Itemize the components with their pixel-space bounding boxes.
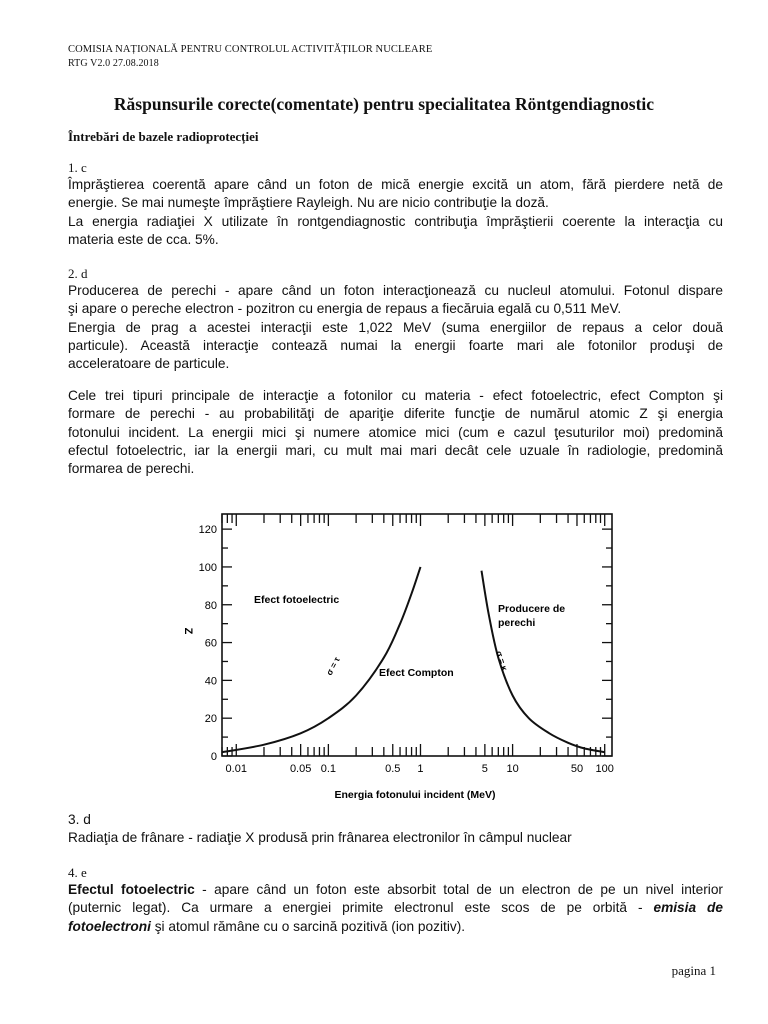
- q1-answer: [68, 176, 723, 249]
- q2-p1-line: particule). Această interacţie contează numai la energii foarte mari ale fotonilor produşi de: [68, 337, 723, 353]
- q2-p1-line: şi apare o pereche electron - pozitron cu energia de repaus a fiecăruia egală cu 0,511 MeV.: [68, 301, 622, 317]
- x-tick-label: 0.01: [225, 763, 247, 775]
- q4-lead-term: Efectul fotoelectric: [68, 882, 195, 897]
- q2-paragraph-1: [68, 282, 723, 373]
- q2-number: 2. d: [68, 266, 88, 281]
- plot-frame: [222, 514, 612, 756]
- q2-p1-line: Energia de prag a acestei interacţii este 1,022 MeV (suma energiilor de repaus a celor două: [68, 319, 723, 335]
- q3-answer: [68, 829, 723, 847]
- y-tick-label: 40: [204, 675, 217, 688]
- q1-line: La energia radiaţiei X utilizate în rontgendiagnostic contribuţia împrăştierii coerente la interacţia cu: [68, 213, 723, 229]
- section-heading: Întrebări de bazele radioprotecției: [68, 129, 259, 144]
- annotation-sigma-tau: σ = τ: [323, 655, 342, 677]
- q4-number: 4. e: [68, 865, 87, 880]
- annotation-photoelectric: Efect fotoelectric: [254, 594, 340, 606]
- q3-number: 3. d: [68, 812, 91, 827]
- y-tick-labels: [199, 524, 217, 763]
- x-axis-label: Energia fotonului incident (MeV): [334, 789, 496, 801]
- x-tick-label: 0.05: [289, 763, 312, 775]
- interaction-chart: [182, 506, 622, 806]
- x-tick-label: 0.5: [385, 763, 401, 775]
- q4-line: [68, 899, 723, 917]
- q4-line: [68, 881, 723, 899]
- y-tick-label: 120: [198, 524, 217, 537]
- y-tick-label: 80: [204, 599, 217, 612]
- q4-line: [68, 918, 723, 936]
- q4-line3-text: şi atomul rămâne cu o sarcină pozitivă (ion pozitiv).: [150, 918, 466, 934]
- x-tick-label: 0.1: [320, 763, 337, 775]
- q1-line: energie. Se mai numeşte împrăştiere Rayleigh. Nu are nicio contribuţie la doză.: [68, 195, 549, 211]
- chart-svg: [182, 506, 622, 806]
- x-tick-label: 100: [595, 763, 614, 775]
- q2-p2-line: formare de perechi - au probabilităţi de apariţie diferite funcţie de numărul atomic Z şi energia: [68, 406, 723, 422]
- q4-answer: [68, 881, 723, 936]
- header-org: COMISIA NAȚIONALĂ PENTRU CONTROLUL ACTIVITĂȚILOR NUCLEARE: [68, 44, 433, 55]
- document-title: Răspunsurile corecte(comentate) pentru specialitatea Röntgendiagnostic: [113, 94, 655, 114]
- x-tick-label: 5: [481, 763, 488, 775]
- q4-line1-text: - apare când un foton este absorbit total de un electron de pe un nivel interior: [194, 882, 723, 897]
- q4-emphasis-1: emisia de: [653, 900, 723, 916]
- q4-emphasis-2: fotoelectroni: [68, 918, 151, 934]
- q1-number: 1. c: [68, 160, 87, 175]
- q2-p2-line: efectul fotoelectric, iar la energii mari, cu mult mai mari decât cele uzuale în radiologie, predomină: [68, 442, 723, 458]
- q2-p1-line: acceleratoare de particule.: [68, 356, 230, 372]
- y-axis-label: Z: [182, 627, 194, 635]
- annotation-pair-production-1: Producere de: [498, 603, 566, 615]
- q4-line2-text: (puternic legat). Ca urmare a energiei primite electronul este scos de pe orbită -: [68, 900, 654, 916]
- q2-paragraph-2: [68, 387, 723, 478]
- page-number: pagina 1: [671, 963, 716, 978]
- x-tick-label: 50: [570, 763, 584, 775]
- tick-marks: [222, 514, 612, 756]
- x-tick-labels: [226, 763, 614, 775]
- q1-line: materia este de cca. 5%.: [68, 231, 219, 247]
- x-tick-label: 10: [506, 763, 519, 775]
- annotation-compton: Efect Compton: [379, 667, 454, 679]
- q3-line: Radiaţia de frânare - radiaţie X produsă prin frânarea electronilor în câmpul nuclear: [68, 830, 572, 845]
- q2-p2-line: fotonului incident. La energii mici şi numere atomice mici (cum e cazul ţesuturilor moi) predomină: [68, 424, 723, 440]
- y-tick-label: 100: [198, 561, 217, 574]
- q2-p2-line: Cele trei tipuri principale de interacţie a fotonilor cu materia - efect fotoelectric, efect Compton şi: [68, 388, 723, 403]
- y-tick-label: 20: [204, 713, 217, 726]
- annotation-pair-production-2: perechi: [498, 617, 536, 629]
- x-tick-label: 1: [417, 763, 424, 775]
- q1-line: Împrăştierea coerentă apare când un foton de mică energie excită un atom, fără pierdere netă de: [68, 177, 723, 192]
- q2-p2-line: formarea de perechi.: [68, 461, 195, 477]
- header-version: RTG V2.0 27.08.2018: [68, 58, 159, 69]
- q2-p1-line: Producerea de perechi - apare când un foton interacţionează cu nucleul atomului. Fotonul dispare: [68, 283, 723, 298]
- y-tick-label: 60: [204, 637, 217, 650]
- y-tick-label: 0: [210, 751, 217, 763]
- annotation-sigma-kappa: σ = κ: [494, 649, 510, 672]
